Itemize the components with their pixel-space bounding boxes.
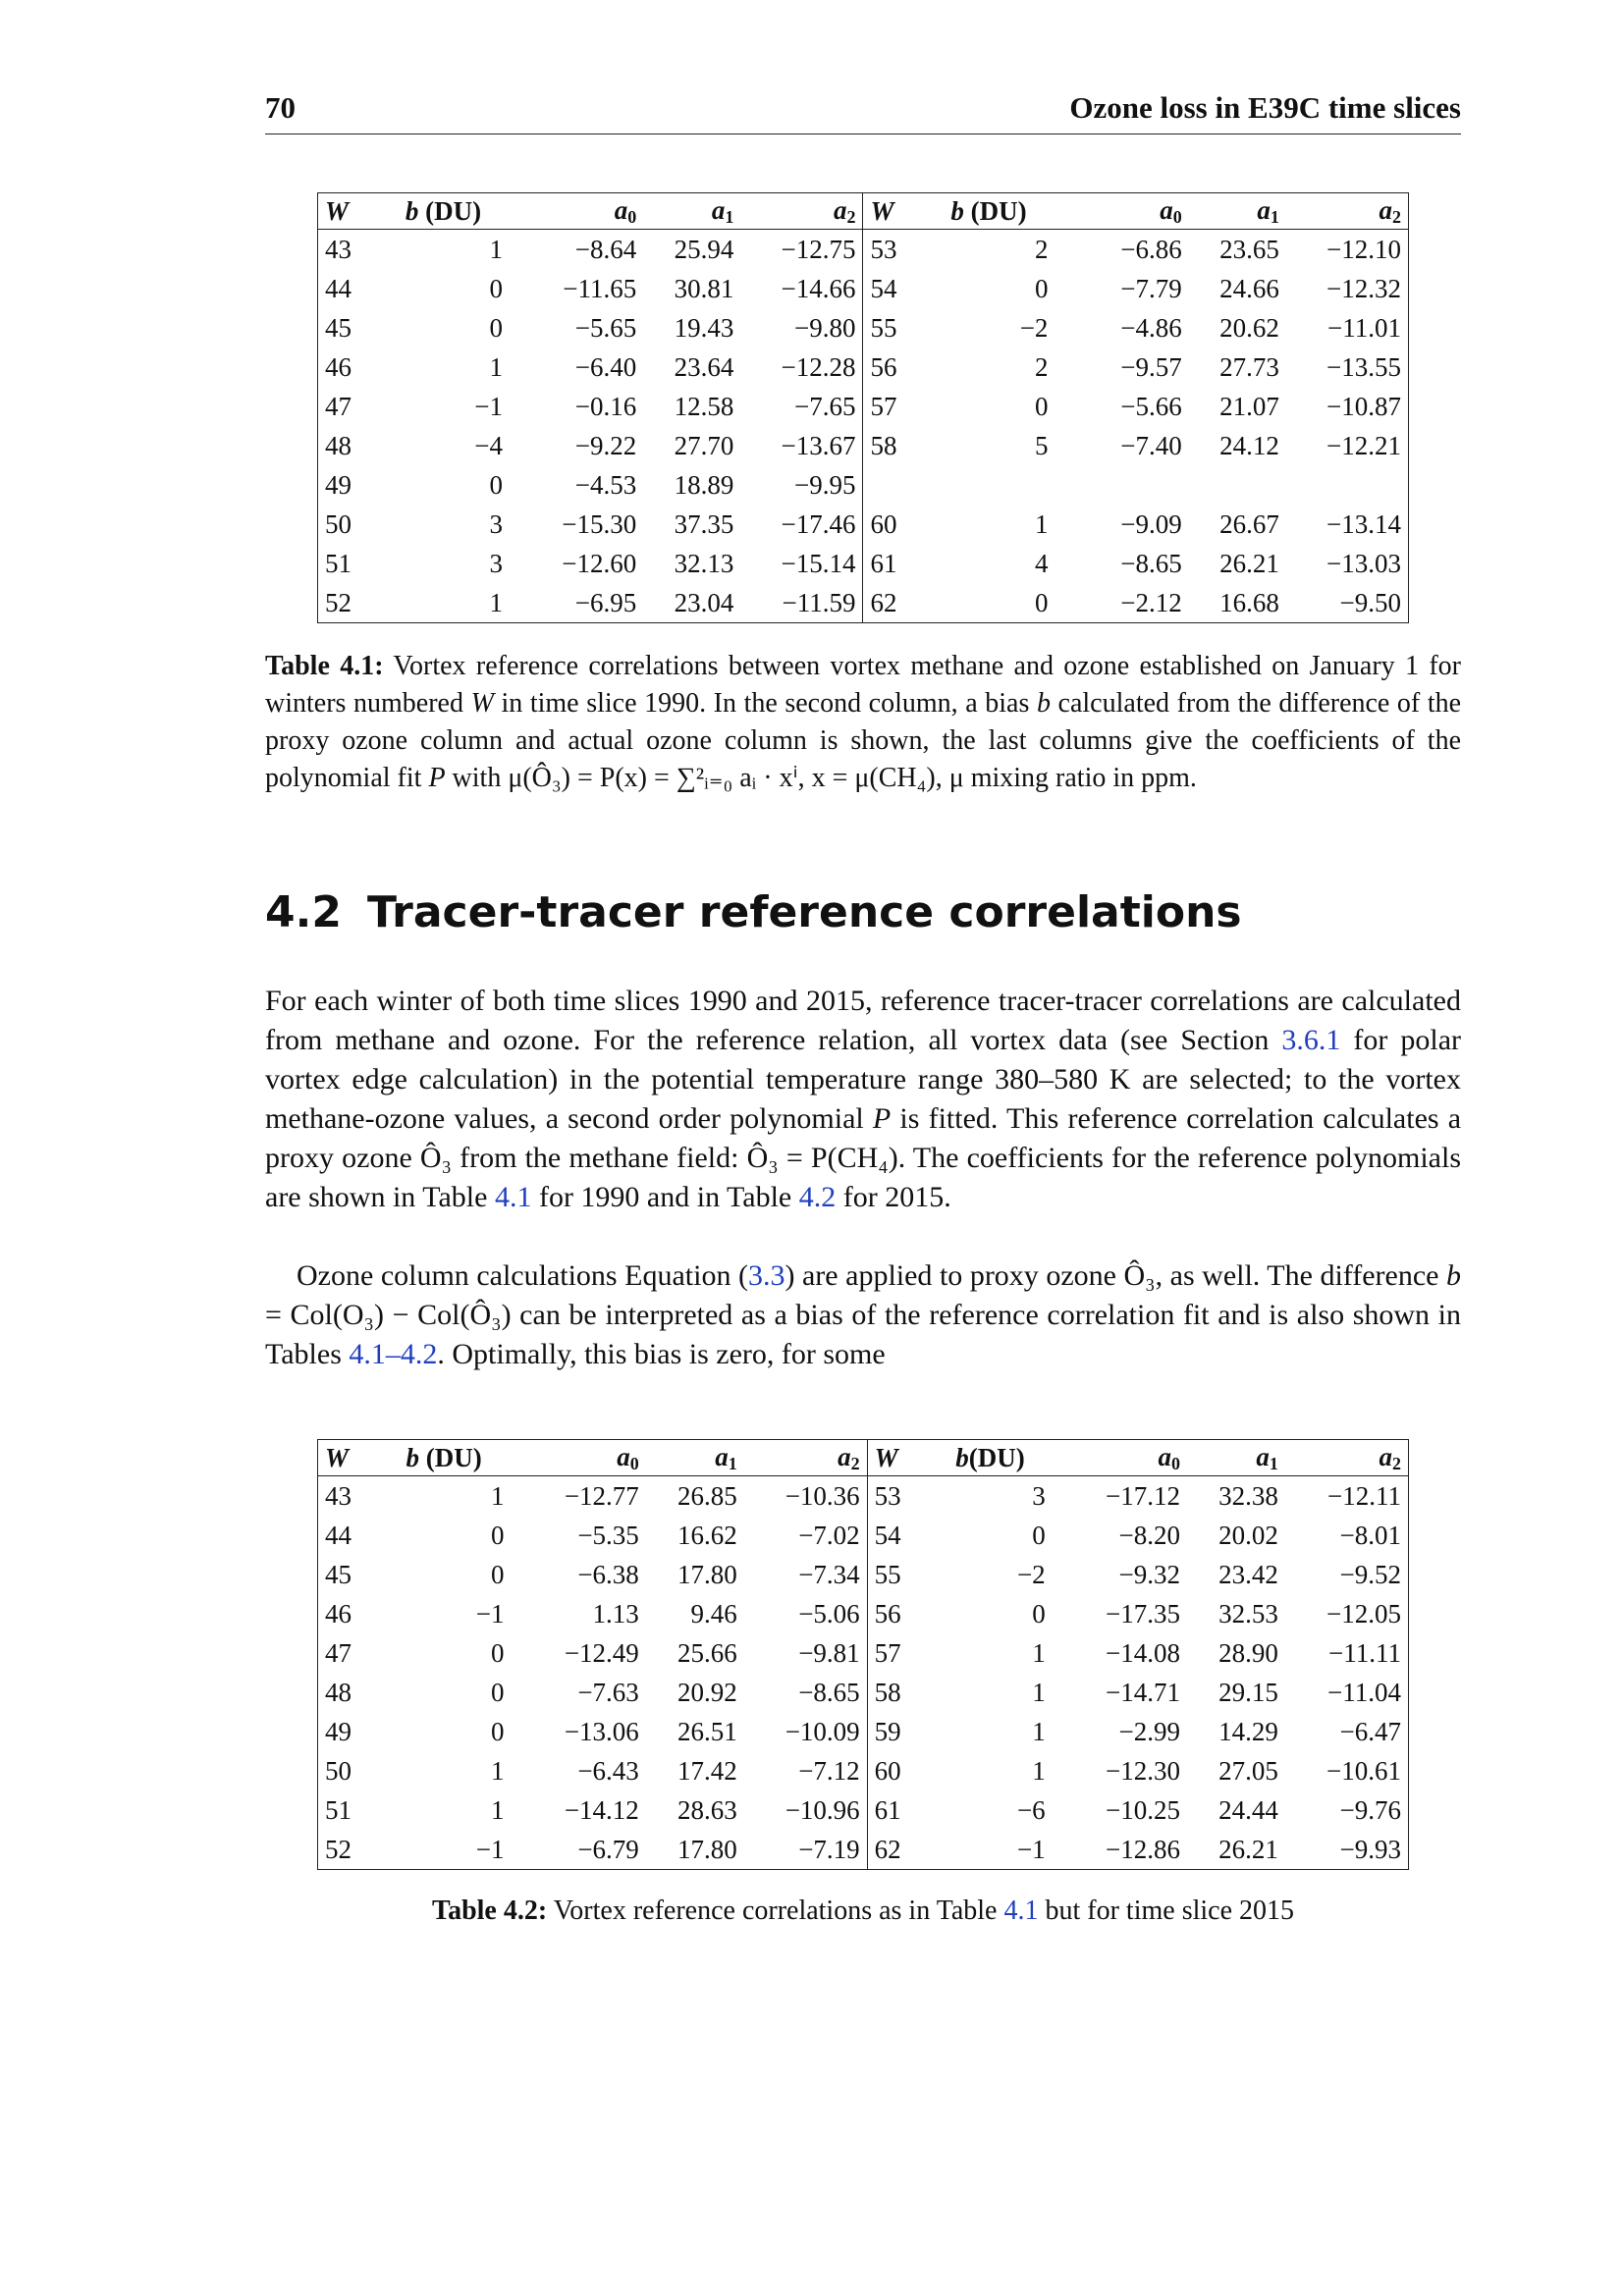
cell-a0-left: −15.30 (562, 508, 637, 539)
table-row (318, 230, 1409, 270)
section-number: 4.2 (265, 887, 342, 937)
cell-a1-right: 32.53 (1218, 1598, 1278, 1629)
paragraph-text: ) are applied to proxy ozone Ô₃, as well. The difference (784, 1259, 1439, 1292)
cell-a0-left: −6.95 (574, 587, 637, 617)
cell-a0-right: −9.32 (1118, 1559, 1181, 1589)
cell-a1-right: 16.68 (1219, 587, 1279, 617)
cell-b-right: −2 (1019, 312, 1049, 343)
cell-a2-left: −5.06 (798, 1598, 860, 1629)
cell-a2-left: −9.81 (798, 1637, 860, 1668)
paragraph-text: for polar vortex edge calculation) in the potential temperature range 380–580 K are selected; to the vortex methane-ozone values, a second order polynomial (265, 1024, 1462, 1135)
body-paragraph-1 (265, 982, 1461, 1217)
caption-text: Vortex reference correlations as in Table (553, 1896, 998, 1926)
table-row (318, 1555, 1409, 1594)
cell-a0-right: −14.08 (1106, 1637, 1181, 1668)
cell-b-left: 0 (490, 1520, 505, 1550)
cell-a0-right (1055, 465, 1188, 505)
cell-a2-left: −10.96 (784, 1794, 860, 1825)
cell-b-right: 1 (1032, 1637, 1046, 1668)
paragraph-text: Ozone column calculations Equation ( (297, 1259, 748, 1292)
cell-w-left: 49 (325, 1716, 352, 1746)
cell-w-right: 59 (867, 1712, 948, 1751)
cell-w-right: 57 (867, 1633, 948, 1673)
cell-a1-left: 17.80 (676, 1834, 737, 1864)
cell-a2-left: −12.28 (781, 351, 856, 382)
cell-a0-right: −4.86 (1120, 312, 1182, 343)
table-row (318, 426, 1409, 465)
cell-a2-right: −12.32 (1326, 273, 1401, 303)
cell-w-right: 53 (863, 230, 944, 270)
cell-a0-right: −8.20 (1118, 1520, 1181, 1550)
col-header-w: W (318, 193, 399, 230)
cell-a2-left: −7.19 (798, 1834, 860, 1864)
table-row (318, 1751, 1409, 1790)
cell-b-right: 0 (1034, 587, 1049, 617)
table-range-link[interactable]: 4.1–4.2 (349, 1338, 438, 1370)
cell-b-left: 3 (489, 508, 503, 539)
paragraph-text: for 1990 and in Table (538, 1181, 792, 1213)
cell-w-left: 43 (325, 1480, 352, 1511)
cell-a2-left: −14.66 (781, 273, 856, 303)
table-link[interactable]: 4.2 (798, 1181, 837, 1213)
cell-b-left: 0 (490, 1716, 505, 1746)
cell-a1-right: 24.12 (1219, 430, 1279, 460)
cell-a1-left: 26.51 (676, 1716, 737, 1746)
cell-a2-left: −12.75 (781, 234, 856, 264)
cell-a2-left: −8.65 (798, 1677, 860, 1707)
caption-text: Vortex reference correlations between vortex methane and ozone established on January 1 for winters numbered (265, 651, 1462, 719)
cell-a1-right: 26.21 (1218, 1834, 1278, 1864)
cell-a1-right: 14.29 (1218, 1716, 1278, 1746)
cell-a1-right (1189, 465, 1286, 505)
cell-w-left: 50 (325, 508, 352, 539)
table-row (318, 1476, 1409, 1517)
col-header-b: b (DU) (400, 1440, 512, 1476)
cell-b-left: 1 (489, 587, 503, 617)
cell-a0-right: −6.86 (1120, 234, 1182, 264)
cell-a1-right: 20.62 (1219, 312, 1279, 343)
table-row (318, 308, 1409, 347)
cell-a2-right: −12.10 (1326, 234, 1401, 264)
cell-a1-left: 27.70 (674, 430, 734, 460)
cell-b-left: −1 (475, 1834, 505, 1864)
cell-w-right: 56 (863, 347, 944, 387)
cell-w-left: 52 (325, 1834, 352, 1864)
cell-w-right: 62 (867, 1830, 948, 1870)
cell-w-left: 44 (325, 1520, 352, 1550)
cell-a0-right: −7.40 (1120, 430, 1182, 460)
cell-a0-left: −6.79 (577, 1834, 639, 1864)
caption-label: Table 4.2: (431, 1896, 548, 1926)
cell-a0-left: −6.40 (574, 351, 637, 382)
cell-w-left: 45 (325, 312, 352, 343)
table-link[interactable]: 4.1 (494, 1181, 532, 1213)
cell-b-left: 1 (490, 1794, 505, 1825)
cell-w-left: 44 (325, 273, 352, 303)
cell-a0-right: −9.09 (1120, 508, 1182, 539)
cell-a1-right: 20.02 (1218, 1520, 1278, 1550)
cell-a0-right: −5.66 (1120, 391, 1182, 421)
b-symbol: b (950, 195, 964, 226)
cell-a1-right: 24.44 (1218, 1794, 1278, 1825)
table-row (318, 1594, 1409, 1633)
cell-a1-right: 23.42 (1218, 1559, 1278, 1589)
cell-a2-right: −9.50 (1339, 587, 1401, 617)
cell-a1-left: 17.42 (676, 1755, 737, 1786)
cell-a2-right (1286, 465, 1409, 505)
cell-a2-left: −17.46 (781, 508, 856, 539)
cell-b-left: 0 (489, 312, 503, 343)
cell-a1-left: 17.80 (676, 1559, 737, 1589)
caption-text: with μ(Ô₃) = P(x) = ∑²ᵢ₌₀ aᵢ · xⁱ, x = μ(CH₄), μ mixing ratio in ppm. (452, 763, 1197, 793)
cell-a0-right: −10.25 (1106, 1794, 1181, 1825)
cell-a0-right: −2.12 (1120, 587, 1182, 617)
cell-a0-left: −6.38 (577, 1559, 639, 1589)
cell-a2-right: −9.52 (1339, 1559, 1401, 1589)
paragraph-text: for 2015. (842, 1181, 951, 1213)
cell-a2-left: −7.34 (798, 1559, 860, 1589)
cell-a1-left: 16.62 (676, 1520, 737, 1550)
cell-a0-left: −4.53 (574, 469, 637, 500)
cell-b-left: 3 (489, 548, 503, 578)
cell-a1-right: 27.05 (1218, 1755, 1278, 1786)
page-header (265, 90, 1461, 134)
cell-a1-right: 26.21 (1219, 548, 1279, 578)
paragraph-text: . Optimally, this bias is zero, for some (437, 1338, 886, 1370)
cell-a0-right: −17.12 (1106, 1480, 1181, 1511)
table-body (318, 230, 1409, 623)
cell-b-right (944, 465, 1055, 505)
col-header-a2-right: $a_2$ (1285, 1440, 1409, 1476)
col-header-a1-right: $a_1$ (1187, 1440, 1285, 1476)
cell-w-right: 53 (867, 1476, 948, 1517)
cell-w-right: 54 (867, 1516, 948, 1555)
cell-w-right: 58 (867, 1673, 948, 1712)
col-header-w-right: W (863, 193, 944, 230)
body-paragraph-2 (265, 1256, 1461, 1374)
cell-a2-right: −10.87 (1326, 391, 1401, 421)
cell-w-left: 51 (325, 548, 352, 578)
cell-a0-left: −14.12 (564, 1794, 639, 1825)
cell-b-right: 1 (1032, 1716, 1046, 1746)
cell-b-left: 0 (490, 1637, 505, 1668)
cell-a2-right: −11.04 (1327, 1677, 1401, 1707)
cell-b-left: 1 (489, 351, 503, 382)
cell-b-right: 2 (1034, 234, 1049, 264)
cell-b-left: −1 (475, 1598, 505, 1629)
cell-b-left: 0 (490, 1677, 505, 1707)
cell-b-right: 4 (1034, 548, 1049, 578)
cell-a2-right: −12.05 (1326, 1598, 1401, 1629)
cell-w-right: 55 (867, 1555, 948, 1594)
cell-w-left: 50 (325, 1755, 352, 1786)
col-header-a0: $a_0$ (510, 193, 643, 230)
cell-b-left: 0 (489, 273, 503, 303)
col-header-a2: $a_2$ (740, 193, 863, 230)
table-header-row (318, 1440, 1409, 1476)
cell-w-right: 61 (863, 544, 944, 583)
cell-b-right: −6 (1016, 1794, 1046, 1825)
cell-b-left: 1 (490, 1755, 505, 1786)
col-header-a1: $a_1$ (643, 193, 740, 230)
cell-a1-left: 37.35 (674, 508, 734, 539)
cell-a0-left: −9.22 (574, 430, 637, 460)
cell-a2-left: −9.80 (793, 312, 856, 343)
cell-a2-right: −13.55 (1326, 351, 1401, 382)
table-row (318, 347, 1409, 387)
cell-a1-left: 12.58 (674, 391, 734, 421)
cell-a1-left: 9.46 (690, 1598, 737, 1629)
cell-w-left: 43 (325, 234, 352, 264)
running-title: Ozone loss in E39C time slices (1069, 90, 1461, 125)
cell-a2-left: −15.14 (781, 548, 856, 578)
cell-a2-left: −10.36 (784, 1480, 860, 1511)
cell-w-left: 51 (325, 1794, 352, 1825)
equation-link[interactable]: 3.3 (747, 1259, 785, 1292)
cell-a1-left: 25.66 (676, 1637, 737, 1668)
cell-a0-right: −9.57 (1120, 351, 1182, 382)
cell-b-right: 3 (1032, 1480, 1046, 1511)
cell-w-right: 60 (867, 1751, 948, 1790)
cell-a1-right: 23.65 (1219, 234, 1279, 264)
cell-a0-left: −0.16 (574, 391, 637, 421)
b-symbol: b (955, 1442, 969, 1472)
page-number: 70 (265, 90, 296, 125)
cell-a2-right: −9.76 (1339, 1794, 1401, 1825)
cell-a0-left: −5.65 (574, 312, 637, 343)
cell-b-right: 5 (1034, 430, 1049, 460)
cell-a1-right: 27.73 (1219, 351, 1279, 382)
cell-w-right: 60 (863, 505, 944, 544)
cell-a2-right: −13.14 (1326, 508, 1401, 539)
col-header-w: W (318, 1440, 400, 1476)
cell-a1-left: 26.85 (676, 1480, 737, 1511)
paragraph-math: P (872, 1102, 892, 1135)
col-header-a1-right: $a_1$ (1189, 193, 1286, 230)
paragraph-text: is fitted. This reference correlation calculates a proxy ozone Ô₃ from the methane field: Ô₃ = P(CH₄). The coefficients for the reference polynomials are shown in Table (265, 1102, 1462, 1213)
cell-w-left: 52 (325, 587, 352, 617)
cell-a2-right: −12.11 (1327, 1480, 1401, 1511)
cell-a1-right: 21.07 (1219, 391, 1279, 421)
cell-a2-left: −11.59 (782, 587, 856, 617)
cell-a0-right: −12.30 (1106, 1755, 1181, 1786)
cell-a2-left: −7.02 (798, 1520, 860, 1550)
cell-w-right: 61 (867, 1790, 948, 1830)
table-row (318, 465, 1409, 505)
cell-w-left: 46 (325, 1598, 352, 1629)
table-row (318, 269, 1409, 308)
cell-w-left: 47 (325, 1637, 352, 1668)
cell-b-left: 1 (489, 234, 503, 264)
cell-b-left: 1 (490, 1480, 505, 1511)
cell-a2-right: −11.11 (1328, 1637, 1401, 1668)
cell-b-right: 1 (1032, 1677, 1046, 1707)
cell-a0-left: −11.65 (563, 273, 637, 303)
cell-a1-right: 26.67 (1219, 508, 1279, 539)
caption-text: in time slice 1990. In the second column, a bias (501, 688, 1030, 719)
cell-b-right: 0 (1034, 391, 1049, 421)
cell-b-right: −2 (1016, 1559, 1046, 1589)
cell-w-left: 48 (325, 1677, 352, 1707)
paragraph-math: b (1446, 1259, 1462, 1292)
cell-a2-right: −11.01 (1327, 312, 1401, 343)
col-header-a0-right: $a_0$ (1055, 193, 1188, 230)
table-link[interactable]: 4.1 (1003, 1896, 1039, 1926)
col-header-a0-right: $a_0$ (1053, 1440, 1187, 1476)
table-row (318, 1633, 1409, 1673)
section-heading (265, 883, 1461, 942)
col-header-w-right: W (867, 1440, 948, 1476)
table-row (318, 505, 1409, 544)
table-header-row (318, 193, 1409, 230)
caption-text: calculated from the difference of the proxy ozone column and actual ozone column is shown, the last columns give the coefficients of the polynomial fit (265, 688, 1462, 793)
table-4-1-caption (265, 648, 1461, 797)
cell-a1-left: 20.92 (676, 1677, 737, 1707)
cell-w-right (863, 465, 944, 505)
cell-a0-left: −8.64 (574, 234, 637, 264)
cell-a0-right: −14.71 (1106, 1677, 1181, 1707)
cell-w-right: 54 (863, 269, 944, 308)
cell-a2-left: −10.09 (784, 1716, 860, 1746)
cell-b-left: 0 (490, 1559, 505, 1589)
col-header-b-right: b (DU) (944, 193, 1055, 230)
cell-a2-right: −12.21 (1326, 430, 1401, 460)
table-4-2-caption (265, 1893, 1461, 1930)
cell-w-left: 49 (325, 469, 352, 500)
cell-a1-right: 24.66 (1219, 273, 1279, 303)
table-row (318, 544, 1409, 583)
cell-a0-left: 1.13 (592, 1598, 639, 1629)
cell-w-left: 45 (325, 1559, 352, 1589)
cell-a0-left: −12.77 (564, 1480, 639, 1511)
cell-a2-right: −10.61 (1326, 1755, 1401, 1786)
cell-a0-right: −17.35 (1106, 1598, 1181, 1629)
cell-a0-right: −8.65 (1120, 548, 1182, 578)
cell-b-right: 0 (1032, 1598, 1046, 1629)
caption-math: b (1036, 688, 1051, 719)
cell-a1-right: 32.38 (1218, 1480, 1278, 1511)
cell-a1-left: 25.94 (674, 234, 734, 264)
b-symbol: b (405, 195, 419, 226)
cell-b-right: 2 (1034, 351, 1049, 382)
cell-a2-left: −13.67 (781, 430, 856, 460)
cell-a2-left: −9.95 (793, 469, 856, 500)
table-row (318, 583, 1409, 623)
cell-a0-left: −6.43 (577, 1755, 639, 1786)
table-row (318, 1712, 1409, 1751)
caption-math: W (470, 688, 494, 719)
cell-a1-left: 19.43 (674, 312, 734, 343)
cell-b-left: −1 (474, 391, 503, 421)
paragraph-text: = Col(O₃) − Col(Ô₃) can be interpreted as a bias of the reference correlation fit and is also shown in Tables (265, 1299, 1461, 1370)
table-row (318, 1830, 1409, 1870)
cell-a1-right: 29.15 (1218, 1677, 1278, 1707)
cell-a0-left: −12.49 (564, 1637, 639, 1668)
col-header-a2: $a_2$ (744, 1440, 867, 1476)
cell-a0-right: −7.79 (1120, 273, 1182, 303)
caption-text: but for time slice 2015 (1045, 1896, 1295, 1926)
cell-a1-left: 32.13 (674, 548, 734, 578)
table-row (318, 1673, 1409, 1712)
table-body (318, 1476, 1409, 1870)
cell-a2-right: −6.47 (1339, 1716, 1401, 1746)
section-link[interactable]: 3.6.1 (1281, 1024, 1341, 1056)
b-symbol: b (406, 1442, 420, 1472)
col-header-b: b (DU) (399, 193, 510, 230)
cell-b-left: −4 (474, 430, 503, 460)
col-header-a0: $a_0$ (511, 1440, 645, 1476)
cell-a2-right: −8.01 (1339, 1520, 1401, 1550)
cell-a0-left: −12.60 (562, 548, 637, 578)
cell-a1-left: 30.81 (674, 273, 734, 303)
col-header-a2-right: $a_2$ (1286, 193, 1409, 230)
cell-b-right: 1 (1032, 1755, 1046, 1786)
table-row (318, 387, 1409, 426)
table-row (318, 1790, 1409, 1830)
cell-b-right: −1 (1016, 1834, 1046, 1864)
cell-w-right: 58 (863, 426, 944, 465)
cell-a1-right: 28.90 (1218, 1637, 1278, 1668)
cell-a0-right: −12.86 (1106, 1834, 1181, 1864)
cell-a0-right: −2.99 (1118, 1716, 1181, 1746)
paragraph-text: For each winter of both time slices 1990 and 2015, reference tracer-tracer correlations are calculated from methane and ozone. For the reference relation, all vortex data (see Section (265, 985, 1461, 1056)
caption-math: P (428, 763, 446, 793)
cell-a1-left: 18.89 (674, 469, 734, 500)
cell-a0-left: −7.63 (577, 1677, 639, 1707)
cell-w-right: 57 (863, 387, 944, 426)
caption-label: Table 4.1: (265, 651, 384, 681)
table-row (318, 1516, 1409, 1555)
col-header-a1: $a_1$ (646, 1440, 744, 1476)
section-title: Tracer-tracer reference correlations (366, 887, 1242, 937)
cell-a1-left: 28.63 (676, 1794, 737, 1825)
cell-a2-left: −7.65 (793, 391, 856, 421)
cell-w-right: 55 (863, 308, 944, 347)
cell-b-right: 1 (1034, 508, 1049, 539)
cell-a0-left: −5.35 (577, 1520, 639, 1550)
cell-b-right: 0 (1034, 273, 1049, 303)
cell-w-right: 56 (867, 1594, 948, 1633)
cell-a2-right: −13.03 (1326, 548, 1401, 578)
table-4-2 (317, 1439, 1409, 1870)
cell-a1-left: 23.64 (674, 351, 734, 382)
cell-w-left: 46 (325, 351, 352, 382)
table-4-1 (317, 192, 1409, 623)
cell-b-right: 0 (1032, 1520, 1046, 1550)
cell-a0-left: −13.06 (564, 1716, 639, 1746)
cell-a2-left: −7.12 (798, 1755, 860, 1786)
cell-b-left: 0 (489, 469, 503, 500)
cell-w-left: 48 (325, 430, 352, 460)
cell-w-left: 47 (325, 391, 352, 421)
cell-w-right: 62 (863, 583, 944, 623)
col-header-b-right: b(DU) (948, 1440, 1052, 1476)
cell-a1-left: 23.04 (674, 587, 734, 617)
cell-a2-right: −9.93 (1339, 1834, 1401, 1864)
